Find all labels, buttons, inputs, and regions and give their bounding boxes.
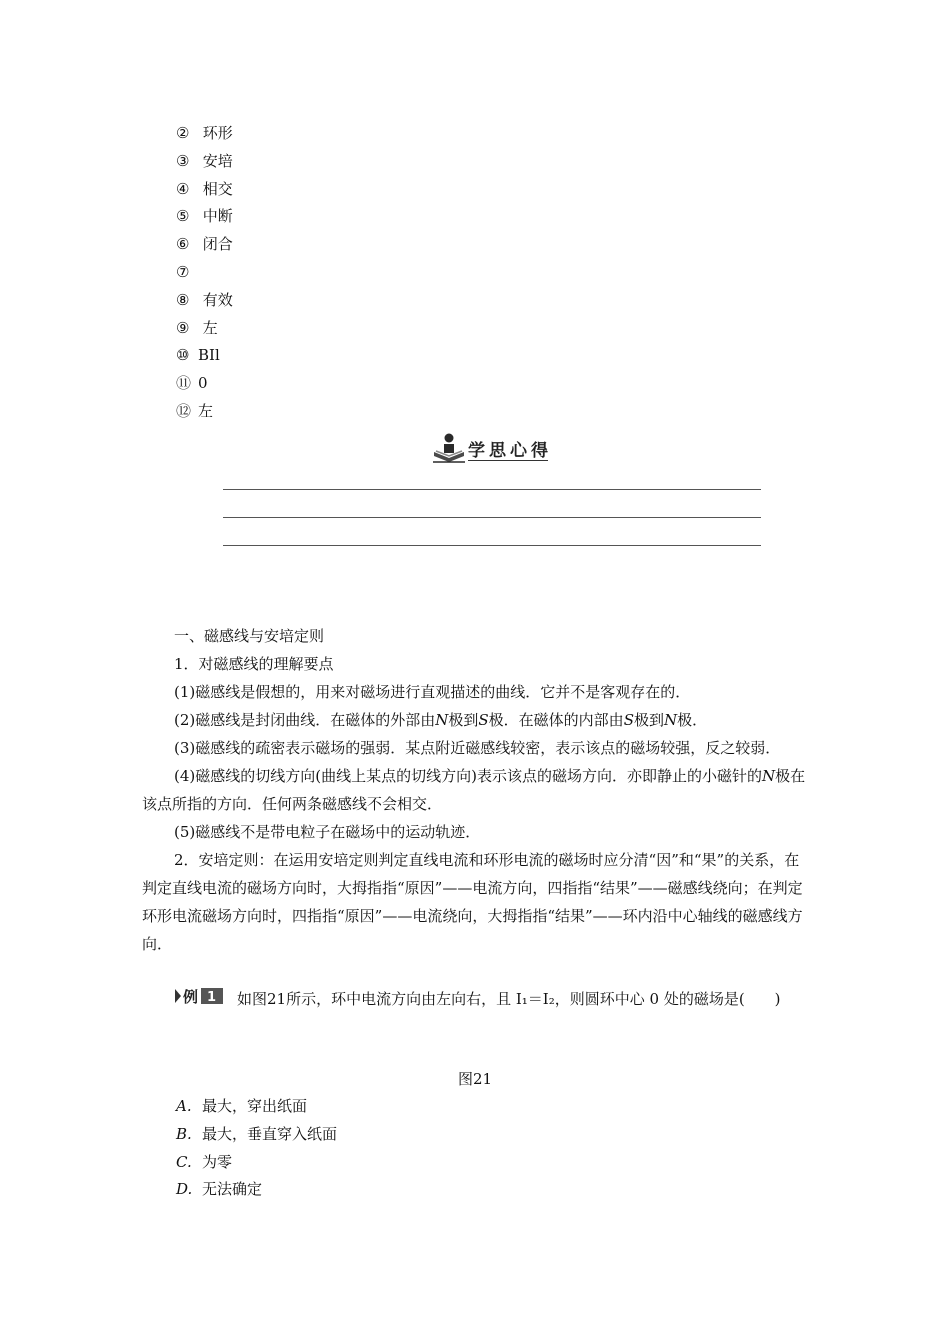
answer-text: 0 [198,374,208,393]
banner-underline [468,460,548,461]
option-letter: C. [176,1152,192,1171]
paragraph: (1)磁感线是假想的，用来对磁场进行直观描述的曲线．它并不是客观存在的． [174,683,691,701]
answer-text: 环形 [202,124,233,142]
answer-number: ⑦ [176,262,190,281]
paragraph: (4)磁感线的切线方向(曲线上某点的切线方向)表示该点的磁场方向．亦即静止的小磁针的N极在该点所指的方向．任何两条磁感线不会相交． [142,767,806,813]
answer-item [176,205,233,233]
reading-person-icon [432,432,466,464]
answer-text: 有效 [202,290,233,309]
answer-text: 安培 [202,151,233,170]
answer-item [176,344,233,372]
note-line [223,517,761,518]
option-text: 最大，垂直穿入纸面 [202,1124,338,1143]
answer-text: BIl [198,346,220,365]
figure-caption: 图21 [457,1070,493,1088]
answer-item [176,400,233,428]
option-item [176,1177,337,1205]
answer-number: ③ [176,151,190,170]
example-text: 如图21所示，环中电流方向由左向右，且 I₁＝I₂，则圆环中心 0 处的磁场是( ) [237,990,781,1008]
answer-item [176,372,233,400]
option-item [176,1094,337,1122]
answer-item [176,150,233,178]
answer-number: ⑧ [176,290,190,309]
section-heading: 一、磁感线与安培定则 [174,627,325,645]
answer-item [176,122,233,150]
note-line [223,489,761,490]
option-item [176,1122,337,1150]
answer-item [176,289,233,317]
answer-number: ⑨ [176,318,190,337]
answer-number: ⑫ [176,401,192,420]
option-item [176,1150,337,1178]
note-line [223,545,761,546]
answer-text: 相交 [202,179,233,198]
banner-title: 学思心得 [468,441,552,461]
answer-text: 左 [202,318,218,337]
answer-item [176,317,233,345]
answer-item [176,261,233,289]
answer-number: ④ [176,179,190,198]
example-badge [175,986,225,1015]
paragraph: 2．安培定则：在运用安培定则判定直线电流和环形电流的磁场时应分清“因”和“果”的关系，在判定直线电流的磁场方向时，大拇指指“原因”——电流方向，四指指“结果”——磁感线绕向；在判定环形电流磁场方向时，四指指“原因”——电流绕向，大拇指指“结果”——环内沿中心轴线的磁感线方向． [142,851,803,953]
answer-text: 左 [198,401,214,420]
section-banner [432,430,550,464]
option-text: 最大，穿出纸面 [202,1097,308,1115]
paragraph: (5)磁感线不是带电粒子在磁场中的运动轨迹． [174,823,481,841]
answer-number: ⑩ [176,346,190,365]
svg-text:例: 例 [183,987,199,1006]
answer-number: ⑤ [176,207,190,226]
option-letter: D. [176,1180,193,1199]
paragraph: (3)磁感线的疏密表示磁场的强弱．某点附近磁感线较密，表示该点的磁场较强，反之较弱． [174,739,781,757]
paragraph: (2)磁感线是封闭曲线．在磁体的外部由N极到S极．在磁体的内部由S极到N极． [174,711,708,729]
example-question [142,985,808,1015]
answer-item [176,233,233,261]
option-list [176,1094,337,1205]
answer-number: ⑪ [176,374,192,393]
answer-item [176,178,233,206]
option-letter: A. [176,1097,192,1115]
answer-number: ⑥ [176,235,190,254]
option-text: 无法确定 [202,1180,263,1199]
option-text: 为零 [202,1152,233,1171]
option-letter: B. [176,1124,192,1143]
answer-text: 闭合 [202,235,233,254]
section-body [142,622,808,958]
answer-number: ② [176,124,190,142]
answer-list [176,122,233,428]
svg-text:1: 1 [207,989,217,1005]
answer-text: 中断 [202,207,233,226]
subheading: 1．对磁感线的理解要点 [174,655,334,673]
